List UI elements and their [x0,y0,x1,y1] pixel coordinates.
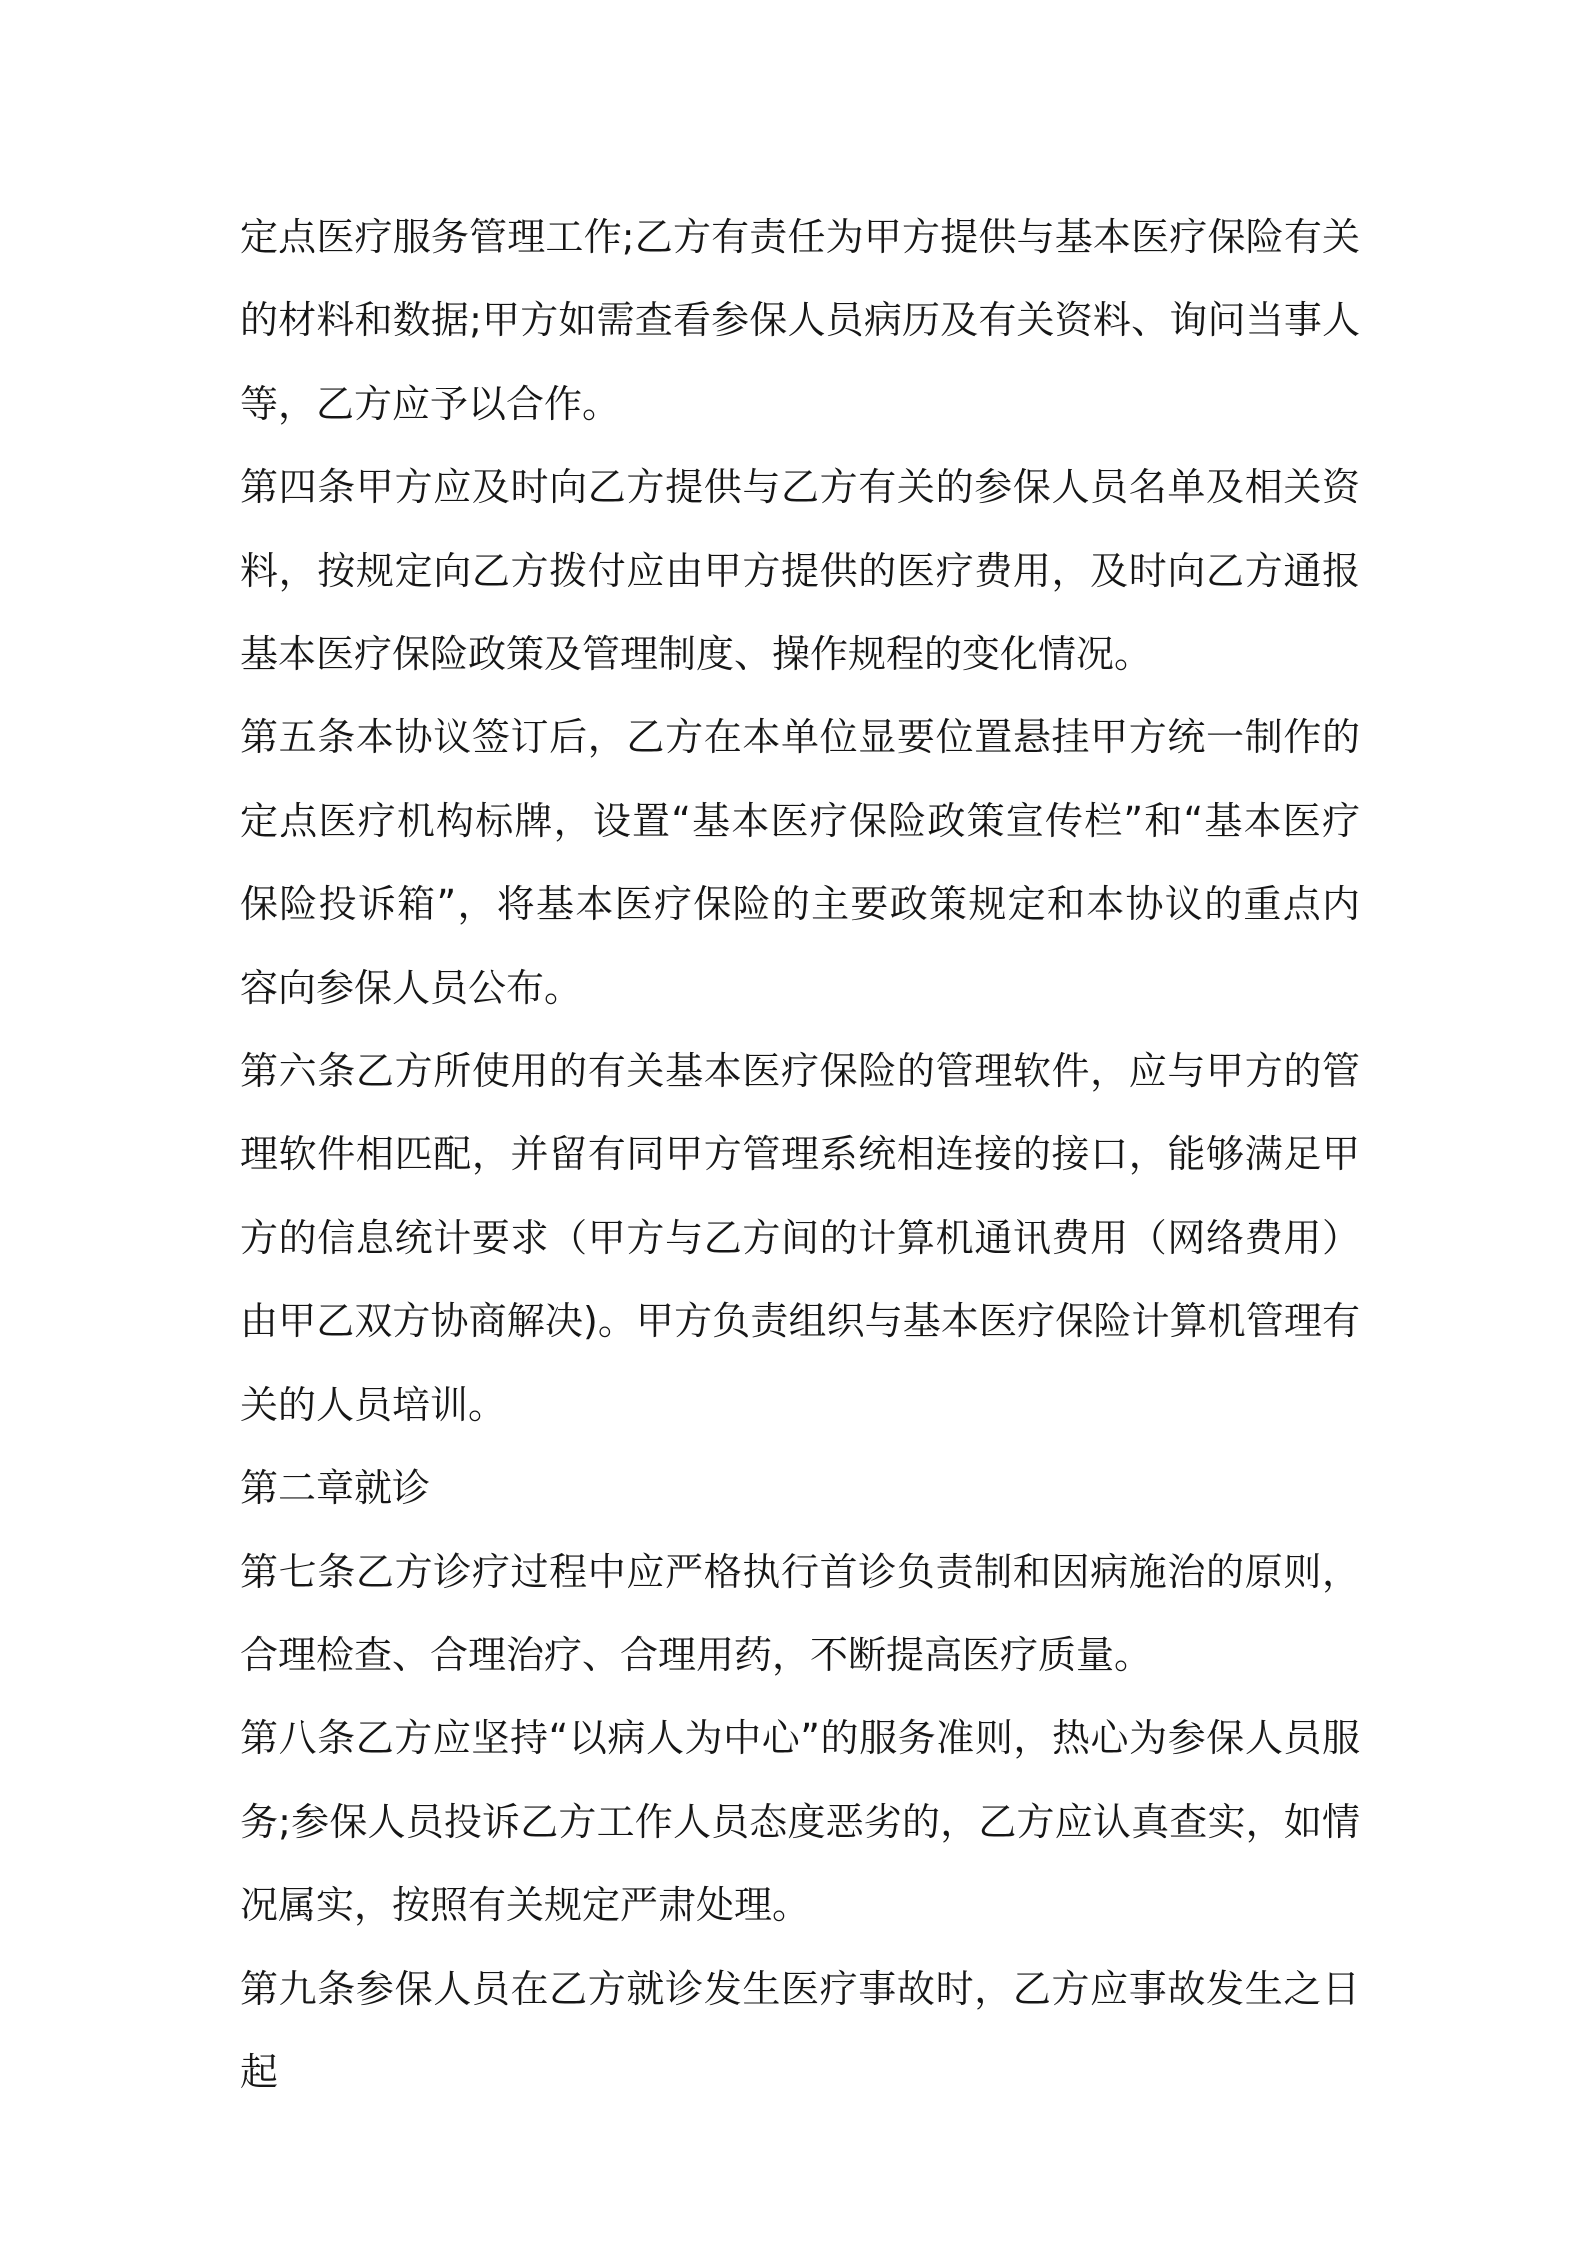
chapter-heading: 第二章就诊 [240,1466,431,1511]
document-body [240,196,1360,2114]
paragraph-article-9: 第九条参保人员在乙方就诊发生医疗事故时，乙方应事故发生之日起 [240,1966,1360,2094]
paragraph-article-4: 第四条甲方应及时向乙方提供与乙方有关的参保人员名单及相关资料，按规定向乙方拨付应由甲方提供的医疗费用，及时向乙方通报基本医疗保险政策及管理制度、操作规程的变化情况。 [240,465,1360,677]
paragraph-article-7: 第七条乙方诊疗过程中应严格执行首诊负责制和因病施治的原则，合理检查、合理治疗、合理用药，不断提高医疗质量。 [240,1549,1360,1677]
paragraph-article-6: 第六条乙方所使用的有关基本医疗保险的管理软件，应与甲方的管理软件相匹配，并留有同甲方管理系统相连接的接口，能够满足甲方的信息统计要求（甲方与乙方间的计算机通讯费用（网络费用）由甲乙双方协商解决)。甲方负责组织与基本医疗保险计算机管理有关的人员培训。 [240,1049,1360,1427]
paragraph-continuation: 定点医疗服务管理工作;乙方有责任为甲方提供与基本医疗保险有关的材料和数据;甲方如需查看参保人员病历及有关资料、询问当事人等，乙方应予以合作。 [240,215,1360,426]
paragraph-article-8: 第八条乙方应坚持“以病人为中心”的服务准则，热心为参保人员服务;参保人员投诉乙方工作人员态度恶劣的，乙方应认真查实，如情况属实，按照有关规定严肃处理。 [240,1716,1360,1928]
paragraph-article-5: 第五条本协议签订后，乙方在本单位显要位置悬挂甲方统一制作的定点医疗机构标牌，设置“基本医疗保险政策宣传栏”和“基本医疗保险投诉箱”，将基本医疗保险的主要政策规定和本协议的重点内容向参保人员公布。 [240,715,1360,1010]
